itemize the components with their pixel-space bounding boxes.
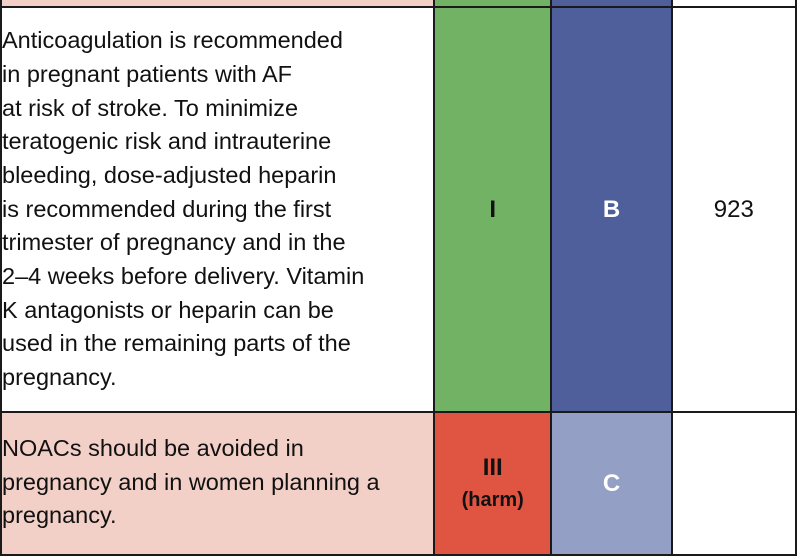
level-of-evidence: C — [602, 469, 621, 497]
level-cell — [551, 7, 671, 412]
recommendation-text: Anticoagulation is recommended in pregnant patients with AF at risk of stroke. To minimize teratogenic risk and intrauterine bleeding, dose-adjusted heparin is recommended during the first trimester of pregnancy and in the 2–4 weeks before delivery. Vitamin K antagonists or heparin can be used in the remaining parts of the pregnancy. — [1, 7, 434, 412]
recommendation-text: NOACs should be avoided in pregnancy and in women planning a pregnancy. — [1, 412, 434, 555]
level-cell — [551, 412, 671, 555]
reference-cell — [672, 0, 796, 7]
class-of-recommendation — [462, 452, 524, 516]
class-cell — [434, 7, 551, 412]
level-cell — [551, 0, 671, 7]
table-row-partial — [1, 0, 796, 7]
class-cell — [434, 412, 551, 555]
reference-number: 923 — [713, 195, 754, 223]
recommendation-text-cell — [1, 0, 434, 7]
class-note: (harm) — [461, 488, 524, 511]
class-label: III — [482, 453, 503, 481]
class-of-recommendation: I — [489, 195, 497, 223]
table-row — [1, 412, 796, 555]
level-of-evidence: B — [602, 195, 621, 223]
class-cell — [434, 0, 551, 7]
reference-cell — [672, 412, 796, 555]
reference-cell — [672, 7, 796, 412]
table-row — [1, 7, 796, 412]
